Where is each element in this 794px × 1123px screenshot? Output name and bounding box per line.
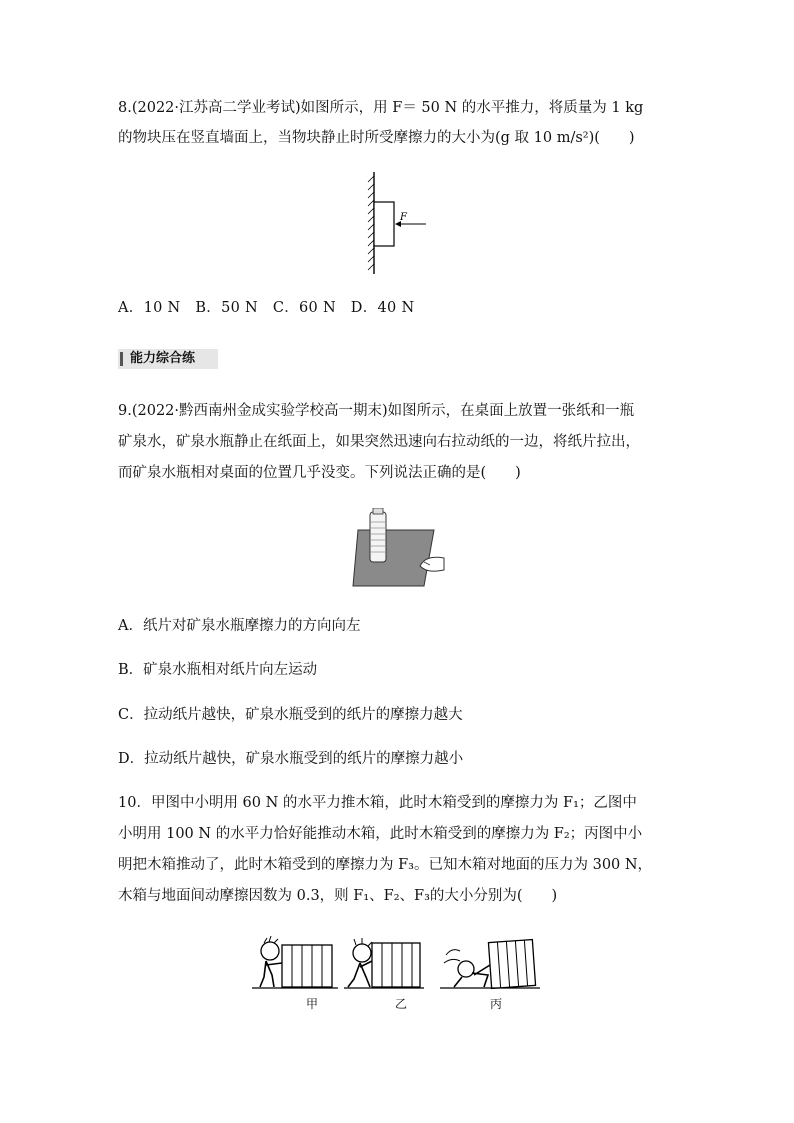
q9-option-c: C．拉动纸片越快，矿泉水瓶受到的纸片的摩擦力越大	[118, 707, 463, 723]
q9-bottle-paper-figure	[350, 508, 446, 590]
q10-text-line1: 10．甲图中小明用 60 N 的水平力推木箱，此时木箱受到的摩擦力为 F₁；乙图中	[118, 795, 637, 811]
caption-jia: 甲	[306, 997, 319, 1011]
q8-force-label: F	[400, 212, 407, 223]
caption-yi: 乙	[395, 997, 408, 1011]
q8-wall-block-figure	[360, 170, 440, 278]
q10-figure-bing	[440, 935, 540, 991]
q9-option-b: B．矿泉水瓶相对纸片向左运动	[118, 662, 318, 678]
q9-text-line3: 而矿泉水瓶相对桌面的位置几乎没变。下列说法正确的是( )	[118, 465, 521, 481]
section-banner	[118, 349, 218, 369]
q8-options: A．10 N B．50 N C．60 N D．40 N	[118, 300, 415, 316]
section-title: 能力综合练	[130, 351, 196, 366]
q9-option-d: D．拉动纸片越快，矿泉水瓶受到的纸片的摩擦力越小	[118, 751, 464, 767]
q10-figure-jia	[252, 935, 338, 991]
q10-figure-yi	[344, 935, 424, 991]
banner-accent-bar	[120, 352, 123, 366]
q8-text-line1: 8.(2022·江苏高二学业考试)如图所示，用 F＝ 50 N 的水平推力，将质量为 1 kg	[118, 100, 644, 116]
q9-text-line2: 矿泉水，矿泉水瓶静止在纸面上，如果突然迅速向右拉动纸的一边，将纸片拉出，	[118, 434, 640, 450]
q9-option-a: A．纸片对矿泉水瓶摩擦力的方向向左	[118, 618, 361, 634]
q10-text-line4: 木箱与地面间动摩擦因数为 0.3，则 F₁、F₂、F₃的大小分别为( )	[118, 888, 558, 904]
q10-text-line3: 明把木箱推动了，此时木箱受到的摩擦力为 F₃。已知木箱对地面的压力为 300 N，	[118, 857, 653, 873]
q9-text-line1: 9.(2022·黔西南州金成实验学校高一期末)如图所示，在桌面上放置一张纸和一瓶	[118, 403, 635, 419]
caption-bing: 丙	[490, 997, 503, 1011]
q8-text-line2: 的物块压在竖直墙面上，当物块静止时所受摩擦力的大小为(g 取 10 m/s²)( )	[118, 130, 635, 146]
q10-text-line2: 小明用 100 N 的水平力恰好能推动木箱，此时木箱受到的摩擦力为 F₂；丙图中小	[118, 826, 643, 842]
